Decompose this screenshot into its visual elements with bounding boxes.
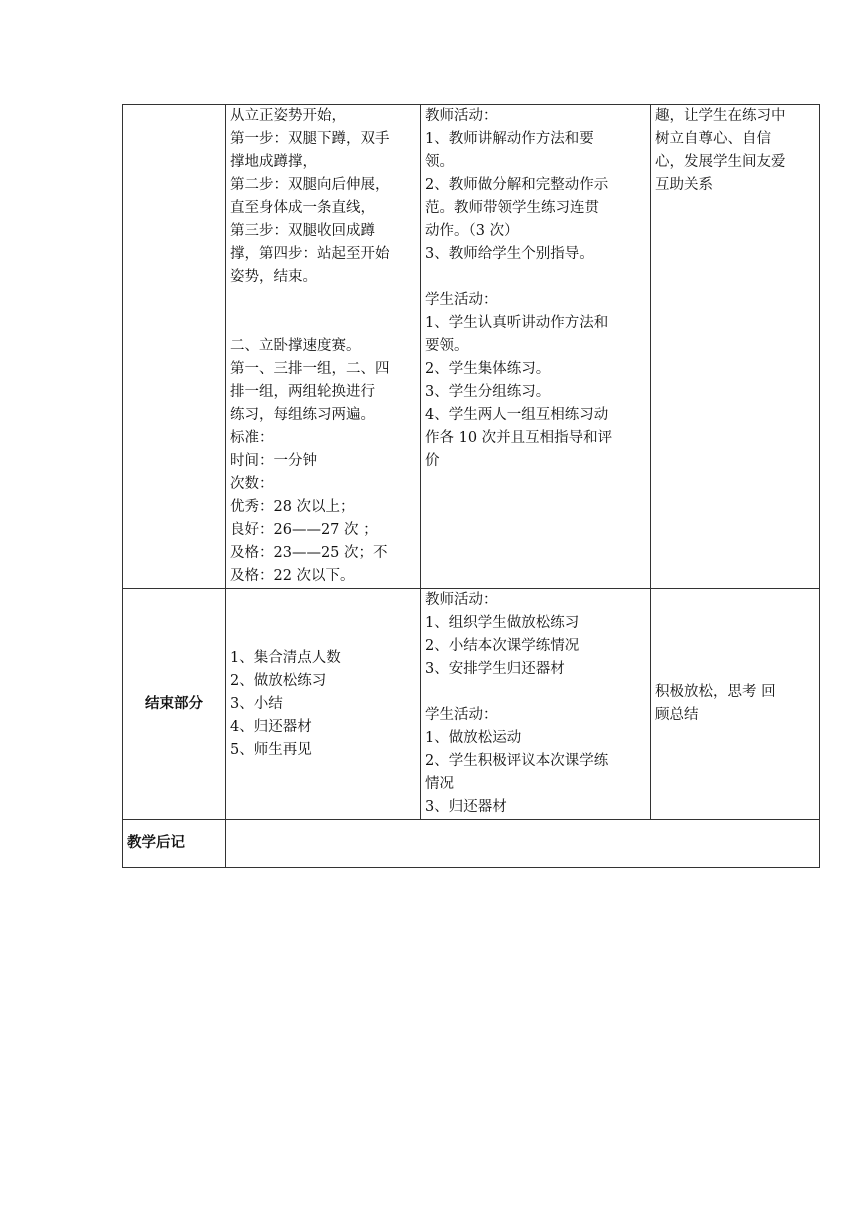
content-line: 姿势，结束。 (230, 269, 317, 285)
teacher-activity-line: 动作。（3 次） (425, 223, 519, 239)
student-activity-line: 4、学生两人一组互相练习动 (425, 407, 609, 423)
teacher-activity-line: 领。 (425, 154, 454, 170)
student-activity-line: 1、做放松运动 (425, 730, 522, 746)
content-line: 练习，每组练习两遍。 (230, 407, 375, 423)
goal-cell (651, 105, 820, 589)
goal-line: 趣，让学生在练习中 (655, 108, 786, 124)
content-line: 及格：22 次以下。 (230, 568, 355, 584)
content-line: 直至身体成一条直线， (230, 200, 375, 216)
content-line: 二、立卧撑速度赛。 (230, 338, 361, 354)
content-line: 良好：26——27 次 ； (230, 522, 378, 538)
content-line: 4、归还器材 (230, 718, 312, 735)
content-line: 第一、三排一组，二、四 (230, 361, 390, 377)
section-label-closing: 结束部分 (123, 589, 226, 820)
student-activity-line: 3、学生分组练习。 (425, 384, 551, 400)
teacher-activity-line: 2、教师做分解和完整动作示 (425, 177, 609, 193)
content-cell (226, 105, 421, 589)
student-activity-line: 3、归还器材 (425, 799, 507, 815)
goal-line: 互助关系 (655, 177, 713, 193)
student-activity-line: 2、学生积极评议本次课学练 (425, 753, 609, 769)
content-cell (226, 589, 421, 820)
activity-cell (421, 589, 651, 820)
content-line: 标准： (230, 430, 274, 446)
closing-row (123, 589, 820, 820)
content-line: 2、做放松练习 (230, 672, 327, 689)
student-activity-heading: 学生活动： (425, 707, 498, 723)
teacher-activity-line: 3、安排学生归还器材 (425, 661, 565, 677)
teaching-notes-label: 教学后记 (123, 820, 226, 868)
student-activity-line: 要领。 (425, 338, 469, 354)
content-line: 及格：23——25 次；不 (230, 545, 388, 561)
practice-row (123, 105, 820, 589)
teacher-activity-line: 1、教师讲解动作方法和要 (425, 131, 594, 147)
content-line: 第三步：双腿收回成蹲 (230, 223, 375, 239)
activity-cell (421, 105, 651, 589)
goal-line: 顾总结 (655, 707, 699, 723)
student-activity-line: 情况 (425, 776, 454, 792)
teacher-activity-line: 3、教师给学生个别指导。 (425, 246, 594, 262)
teacher-activity-heading: 教师活动： (425, 592, 498, 608)
content-line: 5、师生再见 (230, 741, 312, 758)
content-line: 时间：一分钟 (230, 453, 317, 469)
teaching-notes-value (226, 820, 820, 868)
student-activity-line: 价 (425, 453, 440, 469)
postscript-row (123, 820, 820, 868)
student-activity-line: 1、学生认真听讲动作方法和 (425, 315, 609, 331)
teacher-activity-heading: 教师活动： (425, 108, 498, 124)
content-line: 优秀：28 次以上； (230, 499, 355, 515)
content-line: 3、小结 (230, 695, 283, 712)
teacher-activity-line: 范。教师带领学生练习连贯 (425, 200, 599, 216)
teacher-activity-line: 1、组织学生做放松练习 (425, 615, 580, 631)
lesson-plan-table (122, 104, 820, 868)
content-line: 1、集合清点人数 (230, 649, 341, 666)
content-line: 排一组，两组轮换进行 (230, 384, 375, 400)
goal-cell (651, 589, 820, 820)
student-activity-line: 作各 10 次并且互相指导和评 (425, 430, 613, 446)
teacher-activity-line: 2、小结本次课学练情况 (425, 638, 580, 654)
content-line: 从立正姿势开始， (230, 108, 346, 124)
student-activity-line: 2、学生集体练习。 (425, 361, 551, 377)
student-activity-heading: 学生活动： (425, 292, 498, 308)
goal-line: 心，发展学生间友爱 (655, 154, 786, 170)
content-line: 次数： (230, 476, 274, 492)
goal-line: 积极放松，思考 回 (655, 684, 776, 700)
content-line: 第一步：双腿下蹲，双手 (230, 131, 390, 147)
goal-line: 树立自尊心、自信 (655, 131, 771, 147)
content-line: 撑，第四步：站起至开始 (230, 246, 390, 262)
content-line: 第二步：双腿向后伸展， (230, 177, 390, 193)
content-line: 撑地成蹲撑， (230, 154, 317, 170)
section-cell-empty (123, 105, 226, 589)
